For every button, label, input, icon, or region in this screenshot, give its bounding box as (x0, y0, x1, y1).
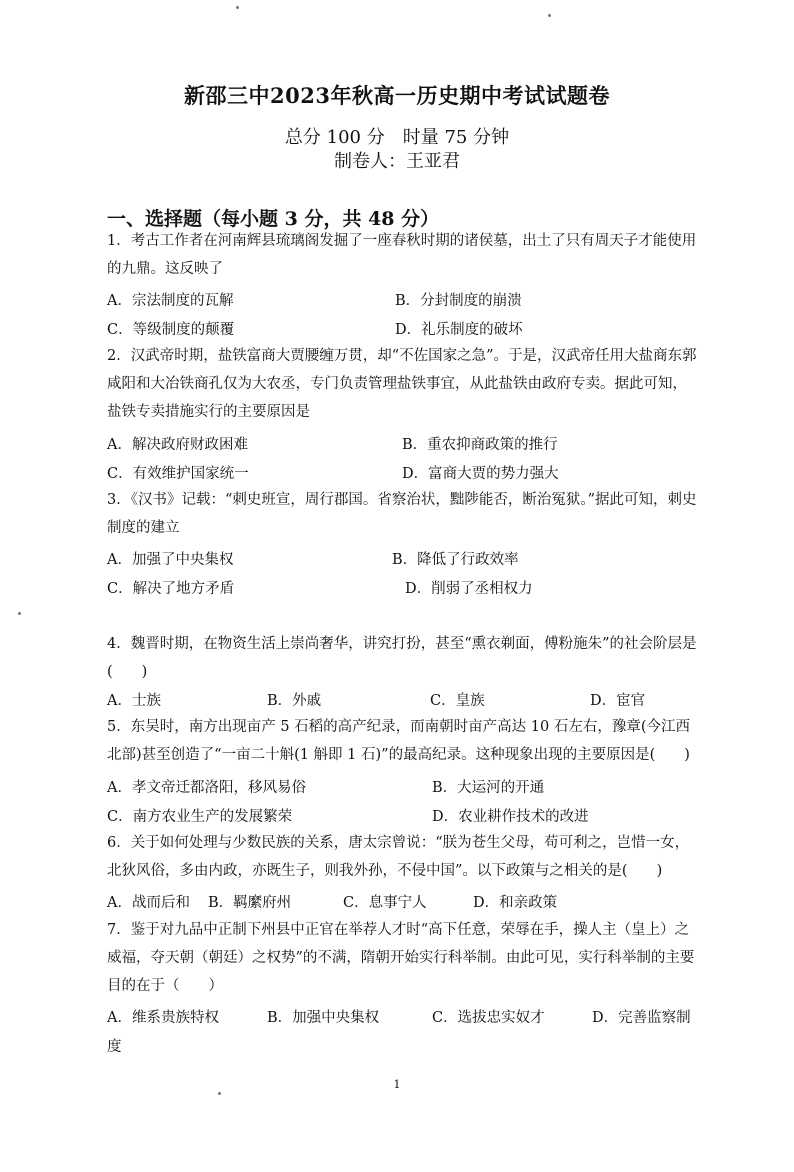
question-6-stem: 6．关于如何处理与少数民族的关系，唐太宗曾说：“朕为苍生父母，苟可利之，岂惜一女，北狄风俗，多由内政，亦既生子，则我外孙，不侵中国”。以下政策与之相关的是( ) (107, 835, 690, 879)
question-7-stem: 7．鉴于对九品中正制下州县中正官在举荐人才时“高下任意，荣辱在手，操人主（皇上）之威福，夺天朝（朝廷）之权势”的不满，隋朝开始实行科举制。由此可见，实行科举制的主要目的在于（ ） (107, 922, 695, 994)
question-7-option-b: B．加强中央集权 (267, 1010, 380, 1026)
question-6-option-c: C．息事宁人 (343, 895, 427, 911)
question-7-option-c: C．选拔忠实奴才 (432, 1010, 545, 1026)
question-4-option-c: C．皇族 (430, 693, 485, 709)
scan-speck (548, 14, 551, 17)
question-2-option-d: D．富商大贾的势力强大 (402, 466, 559, 482)
question-4-option-d: D．宦官 (590, 693, 646, 709)
question-1-option-a: A．宗法制度的瓦解 (107, 293, 234, 309)
scan-speck (18, 612, 21, 615)
question-7-option-d-continued: 度 (107, 1039, 122, 1055)
question-2-option-a: A．解决政府财政困难 (107, 437, 248, 453)
question-4-option-b: B．外戚 (267, 693, 322, 709)
exam-meta: 总分 100 分 时量 75 分钟 (284, 127, 510, 148)
question-6-option-d: D．和亲政策 (473, 895, 558, 911)
question-3-option-c: C．解决了地方矛盾 (107, 581, 235, 597)
question-4-stem: 4．魏晋时期，在物资生活上崇尚奢华，讲究打扮，甚至“熏衣剃面，傅粉施朱”的社会阶层是( ) (107, 636, 697, 680)
question-6-option-b: B．羁縻府州 (208, 895, 292, 911)
page-number: 1 (393, 1078, 401, 1091)
question-3-option-a: A．加强了中央集权 (107, 552, 234, 568)
question-6-option-a: A．战而后和 (107, 895, 190, 911)
scan-speck (236, 6, 239, 9)
question-7-option-d: D．完善监察制 (592, 1010, 691, 1026)
question-5-option-d: D．农业耕作技术的改进 (432, 809, 589, 825)
question-5-option-b: B．大运河的开通 (432, 780, 545, 796)
question-2-option-c: C．有效维护国家统一 (107, 466, 249, 482)
question-3-option-b: B．降低了行政效率 (392, 552, 519, 568)
question-1-option-c: C．等级制度的颠覆 (107, 322, 235, 338)
scan-speck (218, 1092, 221, 1095)
exam-title: 新邵三中2023年秋高一历史期中考试试题卷 (184, 83, 610, 108)
question-7-option-a: A．维系贵族特权 (107, 1010, 219, 1026)
question-2-stem: 2．汉武帝时期，盐铁富商大贾腰缠万贯，却“不佐国家之急”。于是，汉武帝任用大盐商东郭咸阳和大冶铁商孔仅为大农丞，专门负责管理盐铁事宜，从此盐铁由政府专卖。据此可知，盐铁专卖措施实行的主要原因是 (107, 348, 697, 420)
question-1-option-d: D．礼乐制度的破坏 (395, 322, 523, 338)
question-3-stem: 3．《汉书》记载：“刺史班宣，周行郡国。省察治状，黜陟能否，断治冤狱。”据此可知，刺史制度的建立 (107, 492, 697, 536)
question-5-stem: 5．东吴时，南方出现亩产 5 石稻的高产纪录，而南朝时亩产高达 10 石左右，豫章(今江西北部)甚至创造了“一亩二十斛(1 斛即 1 石)”的最高纪录。这种现象出现的主要原因是( ) (107, 719, 690, 763)
exam-author: 制卷人：王亚君 (334, 151, 460, 172)
question-4-option-a: A．士族 (107, 693, 161, 709)
question-5-option-c: C．南方农业生产的发展繁荣 (107, 809, 293, 825)
question-5-option-a: A．孝文帝迁都洛阳，移风易俗 (107, 780, 306, 796)
section-title: 一、选择题（每小题 3 分，共 48 分） (107, 208, 440, 230)
question-1-stem: 1．考古工作者在河南辉县琉璃阁发掘了一座春秋时期的诸侯墓，出土了只有周天子才能使用的九鼎。这反映了 (107, 233, 697, 277)
question-2-option-b: B．重农抑商政策的推行 (402, 437, 558, 453)
question-3-option-d: D．削弱了丞相权力 (405, 581, 533, 597)
question-1-option-b: B．分封制度的崩溃 (395, 293, 522, 309)
